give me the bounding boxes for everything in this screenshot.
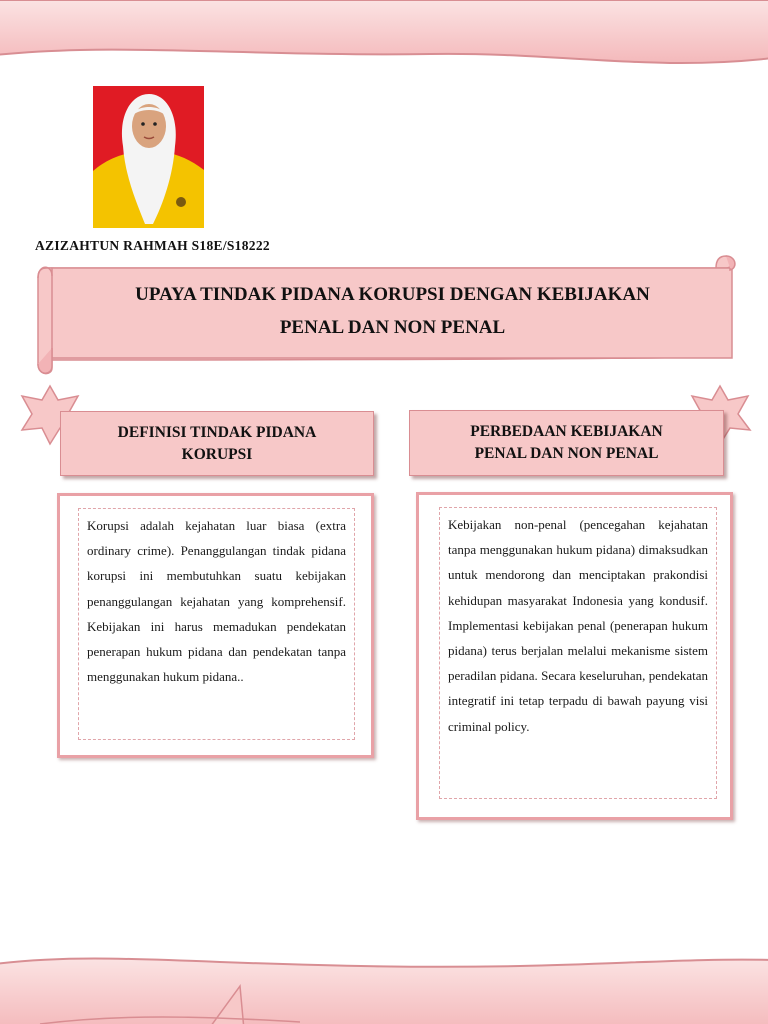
page-title: [70, 278, 715, 344]
title-line-2: PENAL DAN NON PENAL: [279, 317, 506, 338]
top-wave-banner: [0, 0, 768, 72]
definition-text: Korupsi adalah kejahatan luar biasa (extra ordinary crime). Penanggulangan tindak pidana korupsi ini membutuhkan suatu kebijakan penanggulangan kejahatan yang komprehensif. Kebijakan ini harus memadukan pendekatan penerapan hukum pidana dan pendekatan tanpa menggunakan hukum pidana..: [78, 508, 355, 740]
bottom-wave-banner: [0, 950, 768, 1024]
difference-text: Kebijakan non-penal (pencegahan kejahatan tanpa menggunakan hukum pidana) dimaksudkan untuk mendorong dan menciptakan prakondisi kehidupan masyarakat Indonesia yang kondusif. Implementasi kebijakan penal (penerapan hukum pidana) terus berjalan melalui mekanisme sistem peradilan pidana. Secara keseluruhan, pendekatan integratif ini tetap terpadu di bawah payung visi criminal policy.: [439, 507, 717, 799]
difference-heading: [409, 410, 724, 476]
difference-heading-line-2: PENAL DAN NON PENAL: [474, 445, 659, 462]
profile-photo: [93, 86, 204, 228]
difference-heading-line-1: PERBEDAAN KEBIJAKAN: [470, 423, 663, 440]
title-line-1: UPAYA TINDAK PIDANA KORUPSI DENGAN KEBIJAKAN: [135, 284, 650, 305]
author-name: AZIZAHTUN RAHMAH S18E/S18222: [35, 238, 270, 253]
difference-content-box: [416, 492, 733, 820]
definition-heading-line-1: DEFINISI TINDAK PIDANA: [117, 423, 317, 441]
definition-heading-line-2: KORUPSI: [181, 445, 253, 463]
definition-heading: [60, 411, 374, 476]
definition-content-box: [57, 493, 374, 758]
